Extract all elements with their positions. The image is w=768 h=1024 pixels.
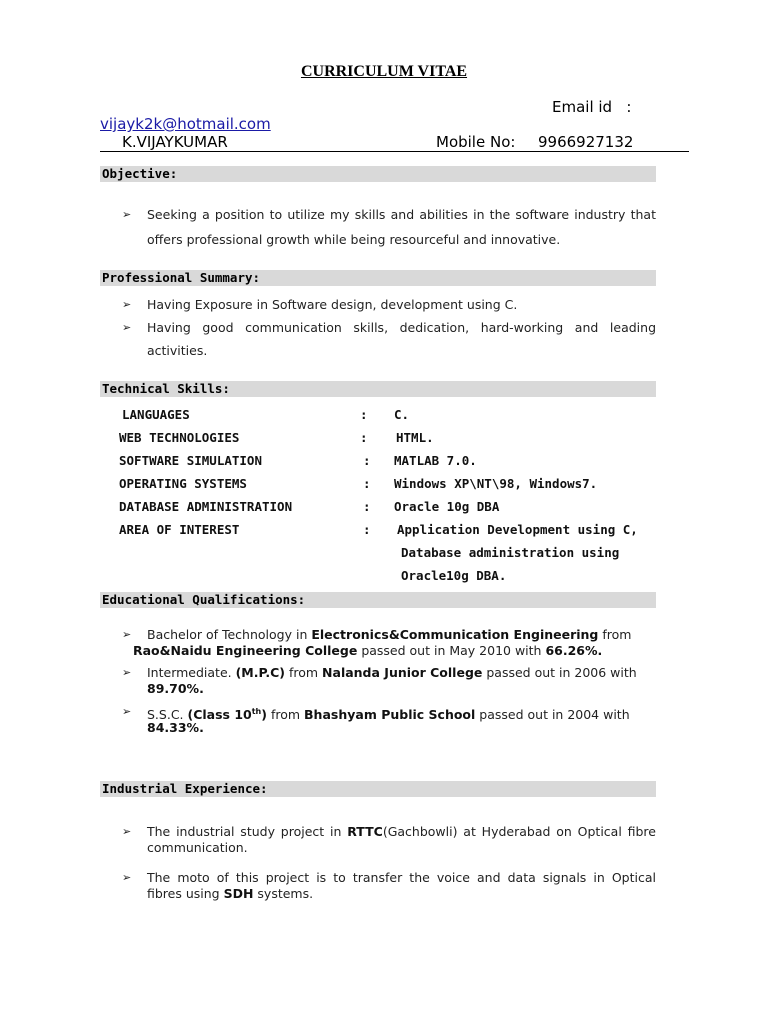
bullet-arrow-icon: ➢ [122, 666, 132, 679]
education-text: from [285, 665, 323, 680]
skill-label-web: WEB TECHNOLOGIES [119, 430, 240, 445]
document-title: CURRICULUM VITAE [300, 63, 468, 80]
skill-label-languages: LANGUAGES [122, 407, 190, 422]
education-text: from [266, 707, 305, 723]
skill-value-simulation: MATLAB 7.0. [394, 453, 477, 468]
skills-heading: Technical Skills: [100, 381, 656, 397]
mobile-number: 9966927132 [538, 133, 634, 151]
email-link[interactable]: vijayk2k@hotmail.com [100, 115, 271, 133]
bullet-arrow-icon: ➢ [122, 871, 132, 884]
summary-heading: Professional Summary: [100, 270, 656, 286]
skill-label-os: OPERATING SYSTEMS [119, 476, 247, 491]
education-percentage: 84.33%. [147, 720, 204, 735]
summary-item2-line1: Having good communication skills, dedication, hard-working and leading [147, 320, 656, 335]
experience-text: systems. [253, 886, 314, 901]
skill-value-os: Windows XP\NT\98, Windows7. [394, 476, 598, 491]
skill-label-interest: AREA OF INTEREST [119, 522, 240, 537]
skill-value-web: HTML. [396, 430, 434, 445]
skill-value-database: Oracle 10g DBA [394, 499, 500, 514]
skill-colon: : [363, 453, 371, 468]
education-percentage: 66.26%. [545, 643, 603, 658]
education-class-close: ) [261, 707, 267, 723]
education-percentage: 89.70%. [147, 681, 204, 696]
education-group: (M.P.C) [235, 665, 285, 680]
education-text: passed out in 2004 with [475, 707, 630, 723]
bullet-arrow-icon: ➢ [122, 298, 132, 311]
education-text: Intermediate. [147, 665, 236, 680]
experience-item1-line2: communication. [147, 840, 248, 855]
summary-item2-line2: activities. [147, 343, 208, 358]
education-text: Bachelor of Technology in [147, 627, 312, 642]
email-label-text: Email id [552, 98, 613, 116]
objective-heading: Objective: [100, 166, 656, 182]
education-item-btech-line2 [133, 643, 642, 659]
bullet-arrow-icon: ➢ [122, 825, 132, 838]
skill-label-simulation: SOFTWARE SIMULATION [119, 453, 262, 468]
skill-colon: : [363, 522, 371, 537]
candidate-name: K.VIJAYKUMAR [122, 133, 228, 151]
education-item-intermediate-line2 [147, 681, 656, 697]
experience-text: (Gachbowli) at Hyderabad on Optical fibre [382, 824, 656, 839]
education-text: passed out in 2006 with [482, 665, 637, 680]
email-colon: : [626, 98, 632, 116]
experience-text: The industrial study project in [147, 824, 348, 839]
experience-tech: SDH [223, 886, 254, 901]
bullet-arrow-icon: ➢ [122, 321, 132, 334]
education-heading: Educational Qualifications: [100, 592, 656, 608]
education-text: from [598, 627, 632, 642]
skill-value-interest: Application Development using C, [397, 522, 638, 537]
skill-label-database: DATABASE ADMINISTRATION [119, 499, 293, 514]
education-item-ssc-line2 [147, 720, 656, 736]
experience-org: RTTC [347, 824, 383, 839]
email-label [552, 98, 631, 116]
education-college: Rao&Naidu Engineering College [133, 643, 358, 658]
skill-value-interest-line3: Oracle10g DBA. [401, 568, 507, 583]
education-branch: Electronics&Communication Engineering [311, 627, 599, 642]
education-class-sup: th [251, 707, 262, 716]
education-college: Nalanda Junior College [322, 665, 483, 680]
experience-item1 [147, 824, 656, 840]
education-school: Bhashyam Public School [304, 707, 476, 723]
header-divider [100, 151, 689, 152]
objective-line2: offers professional growth while being resourceful and innovative. [147, 232, 561, 247]
bullet-arrow-icon: ➢ [122, 628, 132, 641]
education-text: passed out in May 2010 with [357, 643, 546, 658]
skill-colon: : [363, 499, 371, 514]
experience-heading: Industrial Experience: [100, 781, 656, 797]
skill-colon: : [360, 430, 368, 445]
mobile-label: Mobile No: [436, 133, 516, 151]
bullet-arrow-icon: ➢ [122, 208, 132, 221]
skill-value-languages: C. [394, 407, 410, 422]
bullet-arrow-icon: ➢ [122, 705, 132, 718]
education-class: (Class 10 [187, 707, 252, 723]
skill-colon: : [360, 407, 368, 422]
experience-item2-line2 [147, 886, 656, 902]
education-item-intermediate [147, 665, 656, 681]
skill-colon: : [363, 476, 371, 491]
objective-line1: Seeking a position to utilize my skills and abilities in the software industry that [147, 207, 656, 222]
experience-item2: The moto of this project is to transfer the voice and data signals in Optical [147, 870, 656, 885]
skill-value-interest-line2: Database administration using [401, 545, 620, 560]
education-text: S.S.C. [147, 707, 188, 723]
summary-item1: Having Exposure in Software design, development using C. [147, 297, 518, 312]
experience-text: fibres using [147, 886, 224, 901]
education-item-btech [147, 627, 656, 643]
